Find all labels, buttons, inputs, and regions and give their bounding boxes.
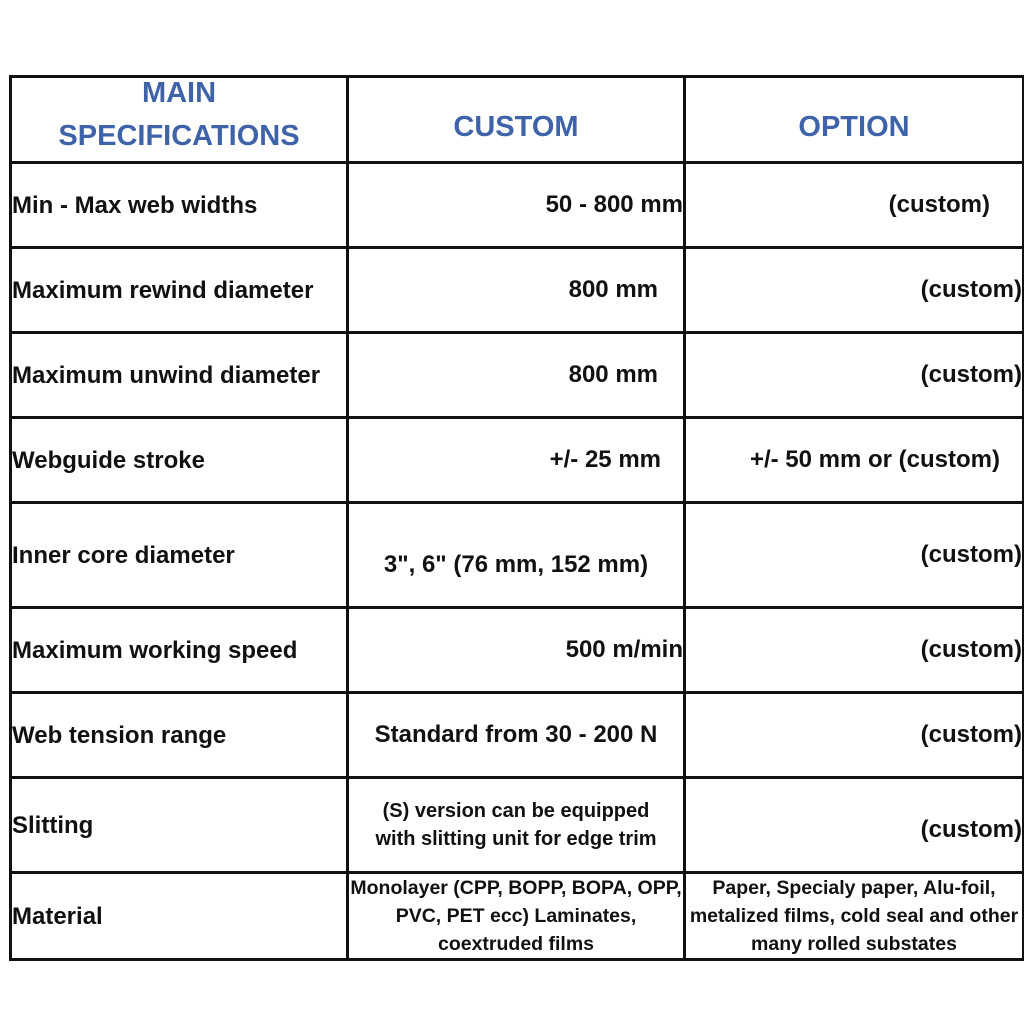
specifications-table bbox=[9, 75, 1024, 961]
table-row bbox=[11, 873, 1024, 960]
row-option-value: (custom) bbox=[685, 333, 1024, 418]
row-label: Maximum unwind diameter bbox=[11, 333, 348, 418]
header-row bbox=[11, 77, 1024, 163]
row-label: Slitting bbox=[11, 778, 348, 873]
row-custom-value: Monolayer (CPP, BOPP, BOPA, OPP, PVC, PET ecc) Laminates, coextruded films bbox=[348, 873, 685, 960]
table-row bbox=[11, 693, 1024, 778]
table-row bbox=[11, 333, 1024, 418]
table-row bbox=[11, 418, 1024, 503]
row-option-value: Paper, Specialy paper, Alu-foil, metalized films, cold seal and other many rolled substates bbox=[685, 873, 1024, 960]
row-custom-value: 3", 6" (76 mm, 152 mm) bbox=[348, 503, 685, 608]
row-option-value: (custom) bbox=[685, 248, 1024, 333]
row-label: Web tension range bbox=[11, 693, 348, 778]
row-option-value: (custom) bbox=[685, 693, 1024, 778]
table-row bbox=[11, 503, 1024, 608]
row-label: Maximum rewind diameter bbox=[11, 248, 348, 333]
table-row bbox=[11, 163, 1024, 248]
header-main-line2: SPECIFICATIONS bbox=[58, 119, 300, 152]
row-label: Maximum working speed bbox=[11, 608, 348, 693]
table-row bbox=[11, 248, 1024, 333]
row-label: Min - Max web widths bbox=[11, 163, 348, 248]
row-option-value: (custom) bbox=[685, 608, 1024, 693]
table-row bbox=[11, 608, 1024, 693]
table-row bbox=[11, 778, 1024, 873]
header-main-specifications bbox=[11, 77, 348, 163]
row-label: Webguide stroke bbox=[11, 418, 348, 503]
row-custom-value: 800 mm bbox=[348, 333, 685, 418]
row-option-value: +/- 50 mm or (custom) bbox=[685, 418, 1024, 503]
row-custom-value: 800 mm bbox=[348, 248, 685, 333]
row-custom-value: Standard from 30 - 200 N bbox=[348, 693, 685, 778]
header-main-line1: MAIN bbox=[141, 76, 217, 109]
row-option-value: (custom) bbox=[685, 778, 1024, 873]
header-option: OPTION bbox=[685, 77, 1024, 163]
row-label: Inner core diameter bbox=[11, 503, 348, 608]
row-custom-value: +/- 25 mm bbox=[348, 418, 685, 503]
header-custom: CUSTOM bbox=[348, 77, 685, 163]
row-custom-value: 500 m/min bbox=[348, 608, 685, 693]
row-option-value: (custom) bbox=[685, 163, 1024, 248]
row-label: Material bbox=[11, 873, 348, 960]
row-option-value: (custom) bbox=[685, 503, 1024, 608]
row-custom-value: (S) version can be equipped with slitting unit for edge trim bbox=[348, 778, 685, 873]
row-custom-value: 50 - 800 mm bbox=[348, 163, 685, 248]
